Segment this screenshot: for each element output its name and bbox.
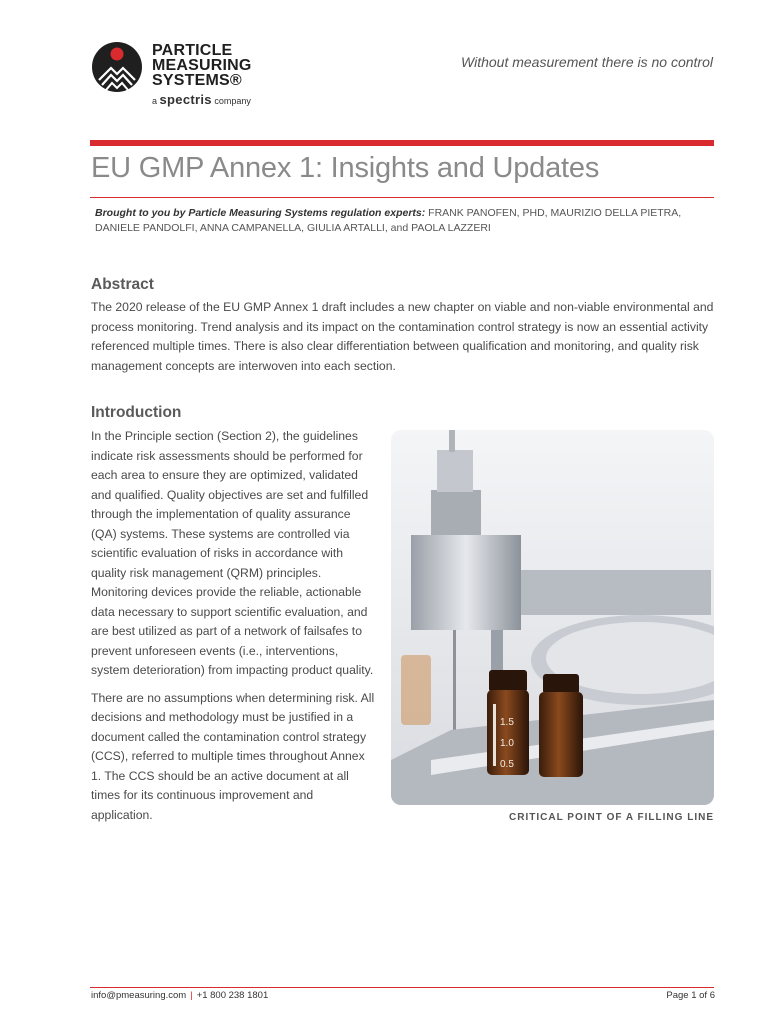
credits-names: FRANK PANOFEN, PHD, MAURIZIO DELLA PIETRA, DANIELE PANDOLFI, ANNA CAMPANELLA, GIULIA ARTALLI, and PAOLA LAZZERI [95, 207, 682, 234]
footer-email-link[interactable]: info@pmeasuring.com [91, 990, 187, 1001]
vial-mark-2: 1.0 [500, 738, 514, 749]
logo-sub-suffix: company [214, 96, 251, 106]
vial-graduated [487, 670, 529, 775]
page-number: Page 1 of 6 [666, 990, 715, 1001]
introduction-heading: Introduction [91, 404, 182, 421]
footer-separator: | [190, 990, 193, 1001]
introduction-paragraph-2: There are no assumptions when determining risk. All decisions and methodology must be justified in a document called the contamination control strategy (CCS), referred to multiple times throughout Annex 1. The CCS should be an active document at all times for its continuous improvement and application. [91, 690, 375, 822]
company-logo [91, 40, 281, 110]
page-title: EU GMP Annex 1: Insights and Updates [91, 152, 600, 184]
logo-sub-brand: spectris [159, 92, 212, 107]
abstract-heading: Abstract [91, 276, 154, 293]
logo-wordmark [152, 43, 282, 88]
logo-mark-icon [91, 40, 143, 94]
header-accent-bar [90, 140, 714, 146]
introduction-paragraph-1: In the Principle section (Section 2), the guidelines indicate risk assessments should be performed for each area to ensure they are optimized, validated and qualified. Quality objectives are set and fulfilled through the implementation of quality assurance (QA) systems. These systems are controlled via scientific evaluation of risks in accordance with quality risk management (QRM) principles. Monitoring devices provide the reliable, actionable data necessary to support scientific evaluation, and are best utilized as part of a network of failsafes to prevent unforeseen events (i.e., interventions, system deterioration) from impacting product quality. [91, 429, 374, 677]
filling-line-photo [391, 430, 714, 805]
authors-credit [95, 206, 719, 236]
logo-line-2: MEASURING [152, 57, 252, 74]
logo-line-1: PARTICLE [152, 42, 233, 59]
abstract-body: The 2020 release of the EU GMP Annex 1 draft includes a new chapter on viable and non-viable environmental and process monitoring. Trend analysis and its impact on the contamination control strategy is now an essential activity referenced multiple times. There is also clear differentiation between qualification and monitoring, and quality risk management concepts are interwoven into each section. [91, 300, 714, 373]
logo-parent-company [152, 92, 251, 107]
footer-divider [90, 987, 714, 988]
vial-mark-1: 1.5 [500, 717, 514, 728]
footer-phone[interactable]: +1 800 238 1801 [196, 990, 269, 1001]
footer-contact [91, 990, 268, 1001]
vial-plain [539, 674, 583, 777]
vial-mark-3: 0.5 [500, 759, 514, 770]
credits-lead: Brought to you by Particle Measuring Systems regulation experts: [95, 207, 426, 219]
tagline: Without measurement there is no control [461, 54, 713, 70]
logo-line-3: SYSTEMS® [152, 72, 242, 89]
introduction-body [91, 427, 376, 833]
figure-caption: CRITICAL POINT OF A FILLING LINE [509, 812, 714, 823]
logo-sub-prefix: a [152, 96, 158, 106]
title-divider [90, 197, 714, 198]
